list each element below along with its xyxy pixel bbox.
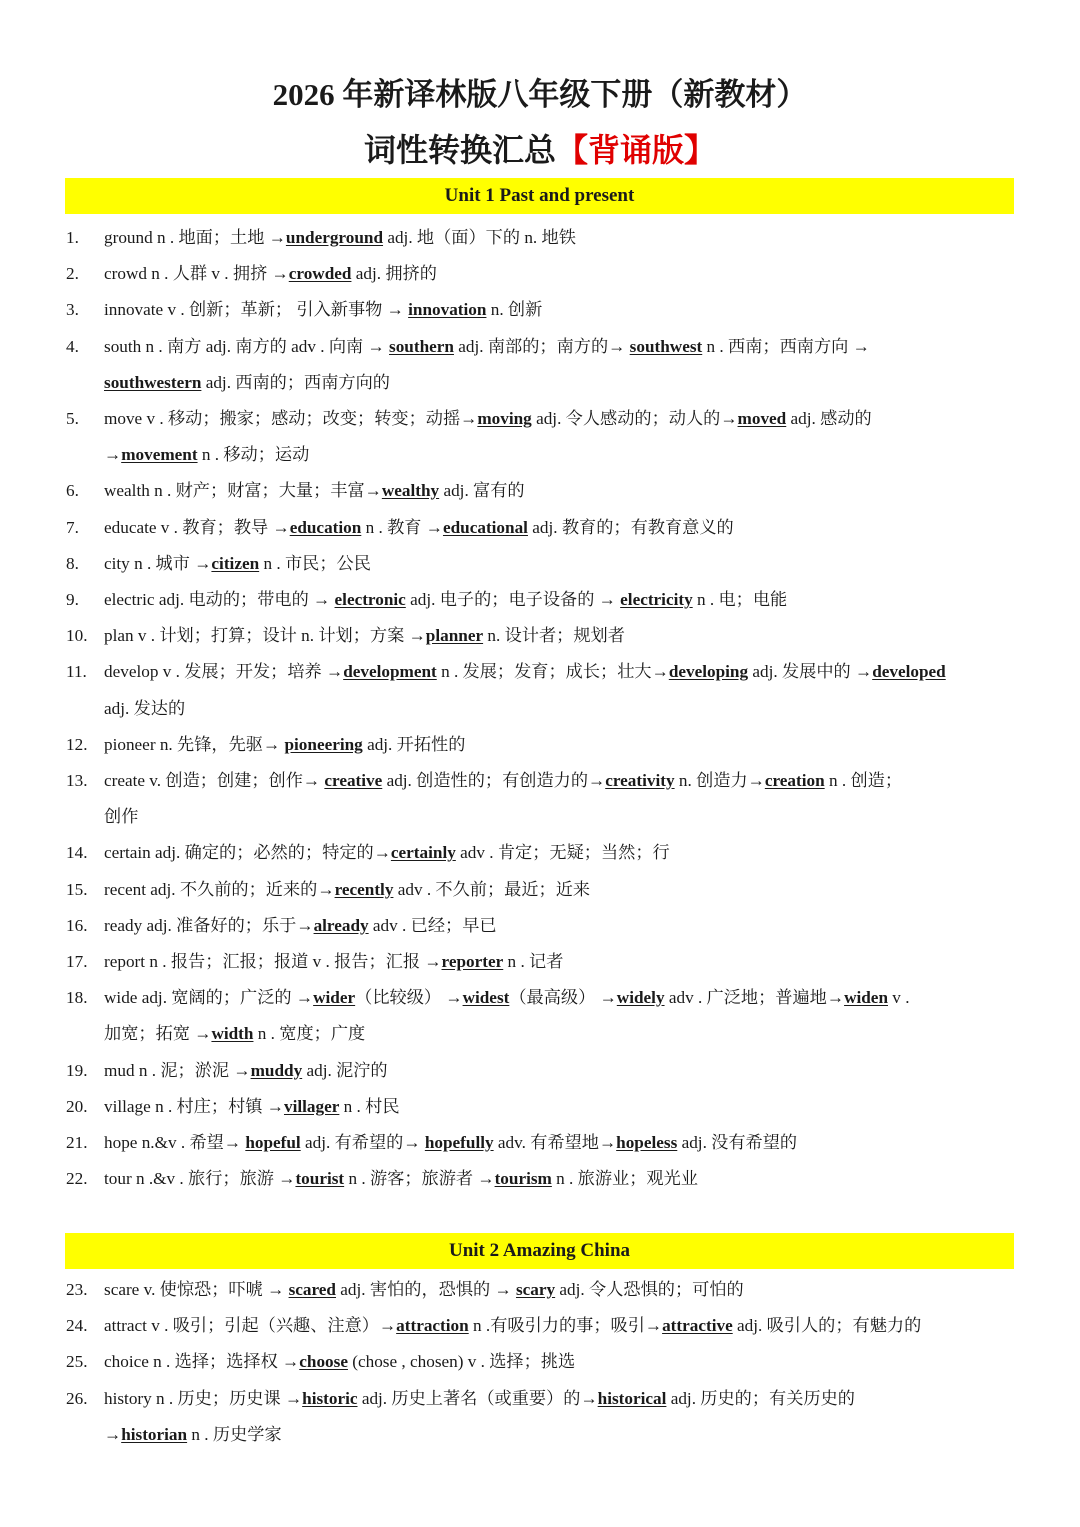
item-number: 8. <box>66 553 79 573</box>
definition-text: n .有吸引力的事；吸引→ <box>468 1316 663 1336</box>
definition-text: adj. 令人恐惧的；可怕的 <box>555 1280 744 1299</box>
list-item <box>66 510 1016 546</box>
definition-text: educate v . 教育；教导 → <box>104 517 290 537</box>
definition-text: n. 创新 <box>486 300 543 320</box>
item-line <box>66 727 1016 763</box>
keyword: tourism <box>494 1169 552 1189</box>
keyword: reporter <box>441 952 504 971</box>
keyword: recently <box>334 879 394 899</box>
item-number: 4. <box>66 336 79 356</box>
definition-text: choice n . 选择；选择权 → <box>104 1352 300 1372</box>
keyword: crowded <box>288 264 352 284</box>
definition-text: adj. 富有的 <box>439 481 525 501</box>
definition-text: adv . 广泛地；普遍地→ <box>664 988 845 1008</box>
definition-text: adj. 地（面）下的 n. 地铁 <box>383 228 576 247</box>
definition-text: certain adj. 确定的；必然的；特定的→ <box>104 843 391 863</box>
definition-text: adj. 教育的；有教育意义的 <box>527 517 734 537</box>
subtitle-highlight: 【背诵版】 <box>556 132 717 168</box>
item-line <box>66 473 1016 509</box>
item-line <box>66 546 1016 582</box>
item-line <box>66 1161 1016 1197</box>
item-line <box>66 365 1016 401</box>
item-line <box>66 908 1016 944</box>
item-line <box>66 1344 1016 1380</box>
definition-text: hope n.&v . 希望→ <box>104 1133 246 1152</box>
item-line <box>66 1053 1016 1089</box>
definition-text: pioneer n. 先锋，先驱→ <box>104 734 285 754</box>
list-item <box>66 1125 1016 1161</box>
item-number: 18. <box>66 988 88 1008</box>
definition-text: adj. 拥挤的 <box>351 264 437 284</box>
keyword: historian <box>121 1424 188 1444</box>
item-line <box>66 1089 1016 1125</box>
item-number: 9. <box>66 590 79 609</box>
item-number: 26. <box>66 1388 88 1408</box>
list-item <box>66 473 1016 509</box>
definition-text: n . 教育 → <box>361 517 443 537</box>
list-item <box>66 401 1016 473</box>
definition-text: adv . 已经；早已 <box>368 915 497 935</box>
list-item <box>66 1381 1016 1453</box>
list-item <box>66 1308 1016 1344</box>
item-number: 1. <box>66 228 79 247</box>
keyword: developing <box>668 662 749 682</box>
definition-text: mud n . 泥；淤泥 → <box>104 1060 251 1080</box>
definition-text: adj. 泥泞的 <box>302 1060 388 1080</box>
list-item <box>66 980 1016 1052</box>
definition-text: wealth n . 财产；财富；大量；丰富→ <box>104 481 382 501</box>
keyword: attraction <box>396 1316 469 1336</box>
definition-text: ready adj. 准备好的；乐于→ <box>104 915 314 935</box>
item-number: 7. <box>66 517 79 537</box>
definition-text: n . 移动；运动 <box>197 445 310 465</box>
definition-text: → <box>104 445 122 465</box>
list-item <box>66 220 1016 256</box>
item-line <box>66 944 1016 980</box>
definition-text: n . 宽度；广度 <box>253 1024 366 1044</box>
item-number: 24. <box>66 1316 88 1336</box>
list-item <box>66 618 1016 654</box>
definition-text: n. 设计者；规划者 <box>483 626 625 646</box>
definition-text: n . 历史学家 <box>187 1424 282 1444</box>
definition-text: adj. 创造性的；有创造力的→ <box>382 771 606 790</box>
list-item <box>66 292 1016 328</box>
list-item <box>66 1053 1016 1089</box>
list-item <box>66 1272 1016 1308</box>
definition-text: v . <box>888 988 910 1008</box>
definition-text: adv . 肯定；无疑；当然；行 <box>455 843 670 863</box>
definition-text: adj. 西南的；西南方向的 <box>201 372 390 392</box>
definition-text: wide adj. 宽阔的；广泛的 → <box>104 988 314 1008</box>
definition-text: adv . 不久前；最近；近来 <box>393 879 591 899</box>
list-item <box>66 908 1016 944</box>
item-number: 3. <box>66 300 79 320</box>
item-line <box>66 582 1016 618</box>
item-line <box>66 980 1016 1016</box>
keyword: hopeful <box>245 1133 301 1152</box>
definition-text: n . 创造； <box>824 771 903 790</box>
keyword: developed <box>872 662 946 682</box>
keyword: hopefully <box>424 1133 494 1152</box>
definition-text: history n . 历史；历史课 → <box>104 1388 303 1408</box>
keyword: creativity <box>605 771 675 790</box>
item-number: 2. <box>66 264 79 284</box>
definition-text: n . 电；电能 <box>692 590 788 609</box>
definition-text: city n . 城市 → <box>104 553 212 573</box>
definition-text: attract v . 吸引；引起（兴趣、注意）→ <box>104 1316 397 1336</box>
definition-text: （最高级） → <box>509 988 617 1008</box>
list-item <box>66 763 1016 835</box>
definition-text: adj. 历史上著名（或重要）的→ <box>357 1388 598 1408</box>
keyword: movement <box>121 445 198 465</box>
keyword: wealthy <box>381 481 440 501</box>
list-item <box>66 872 1016 908</box>
keyword: scary <box>515 1280 556 1299</box>
item-line <box>66 1308 1016 1344</box>
item-line <box>66 510 1016 546</box>
item-number: 15. <box>66 879 88 899</box>
definition-text: n . 发展；发育；成长；壮大→ <box>436 662 669 682</box>
item-number: 14. <box>66 843 88 863</box>
definition-text: adj. 历史的；有关历史的 <box>666 1388 855 1408</box>
keyword: development <box>343 662 437 682</box>
item-number: 6. <box>66 481 79 501</box>
definition-text: create v. 创造；创建；创作→ <box>104 771 325 790</box>
definition-text: （比较级） → <box>355 988 463 1008</box>
list-item <box>66 546 1016 582</box>
keyword: hopeless <box>616 1133 678 1152</box>
keyword: already <box>313 915 369 935</box>
item-number: 13. <box>66 771 88 790</box>
page-title: 2026 年新译林版八年级下册（新教材） <box>272 77 808 112</box>
definition-text: adj. 有希望的→ <box>300 1133 425 1152</box>
list-item <box>66 654 1016 726</box>
item-number: 23. <box>66 1280 88 1299</box>
keyword: widen <box>844 988 888 1008</box>
item-number: 19. <box>66 1060 88 1080</box>
definition-text: 创作 <box>104 807 139 827</box>
definition-text: 加宽；拓宽 → <box>104 1024 212 1044</box>
item-line <box>66 220 1016 256</box>
keyword: underground <box>285 228 384 247</box>
subtitle-main: 词性转换汇总 <box>363 132 556 168</box>
definition-text: recent adj. 不久前的；近来的→ <box>104 879 335 899</box>
unit-heading: Unit 1 Past and present <box>65 178 1014 214</box>
definition-text: adj. 吸引人的；有魅力的 <box>732 1316 922 1336</box>
definition-text: n . 游客；旅游者 → <box>344 1169 495 1189</box>
item-line <box>66 763 1016 799</box>
keyword: educational <box>442 517 528 537</box>
keyword: moving <box>477 409 532 428</box>
item-line <box>66 1417 1016 1453</box>
definition-text: n . 旅游业；观光业 <box>551 1169 698 1189</box>
item-number: 22. <box>66 1169 88 1189</box>
item-number: 5. <box>66 409 79 428</box>
definition-text: n . 村民 <box>339 1096 400 1116</box>
keyword: wider <box>313 988 356 1008</box>
definition-text: scare v. 使惊恐；吓唬 → <box>104 1280 289 1299</box>
item-number: 25. <box>66 1352 88 1372</box>
keyword: width <box>211 1024 254 1044</box>
definition-text: electric adj. 电动的；带电的 → <box>104 590 335 609</box>
keyword: choose <box>299 1352 348 1372</box>
keyword: attractive <box>662 1316 733 1336</box>
item-line <box>66 618 1016 654</box>
item-line <box>66 835 1016 871</box>
keyword: electricity <box>620 590 693 609</box>
definition-text: → <box>104 1424 122 1444</box>
keyword: pioneering <box>284 734 363 754</box>
definition-text: adj. 开拓性的 <box>362 734 466 754</box>
list-item <box>66 329 1016 401</box>
list-item <box>66 727 1016 763</box>
definition-text: south n . 南方 adj. 南方的 adv . 向南 → <box>104 336 390 356</box>
item-number: 12. <box>66 734 88 754</box>
item-number: 10. <box>66 626 88 646</box>
list-item <box>66 582 1016 618</box>
list-item <box>66 944 1016 980</box>
keyword: certainly <box>390 843 456 863</box>
definition-text: adj. 发展中的 → <box>748 662 873 682</box>
definition-text: n. 创造力→ <box>674 771 765 790</box>
keyword: widest <box>462 988 510 1008</box>
item-line <box>66 401 1016 437</box>
list-item <box>66 256 1016 292</box>
item-line <box>66 691 1016 727</box>
item-line <box>66 292 1016 328</box>
definition-text: n . 记者 <box>503 952 564 971</box>
keyword: southwest <box>629 336 703 356</box>
keyword: education <box>289 517 362 537</box>
keyword: widely <box>616 988 665 1008</box>
item-number: 20. <box>66 1096 88 1116</box>
item-number: 17. <box>66 952 88 971</box>
keyword: villager <box>283 1096 340 1116</box>
keyword: moved <box>737 409 787 428</box>
item-line <box>66 329 1016 365</box>
item-line <box>66 1125 1016 1161</box>
keyword: southern <box>389 336 454 356</box>
definition-text: adv. 有希望地→ <box>493 1133 617 1152</box>
definition-text: report n . 报告；汇报；报道 v . 报告；汇报 → <box>104 952 442 971</box>
keyword: electronic <box>334 590 406 609</box>
definition-text: adj. 令人感动的；动人的→ <box>531 409 738 428</box>
definition-text: tour n .&v . 旅行；旅游 → <box>104 1169 296 1189</box>
list-item <box>66 835 1016 871</box>
keyword: tourist <box>295 1169 345 1189</box>
keyword: historical <box>597 1388 667 1408</box>
definition-text: (chose , chosen) v . 选择；挑选 <box>347 1352 576 1372</box>
keyword: creative <box>324 771 383 790</box>
page-subtitle <box>0 127 1080 173</box>
definition-text: village n . 村庄；村镇 → <box>104 1096 284 1116</box>
item-line <box>66 1016 1016 1052</box>
definition-text: crowd n . 人群 v . 拥挤 → <box>104 264 289 284</box>
keyword: citizen <box>211 553 260 573</box>
keyword: innovation <box>408 300 487 320</box>
definition-text: adj. 没有希望的 <box>677 1133 798 1152</box>
definition-text: n . 市民；公民 <box>259 553 371 573</box>
list-item <box>66 1161 1016 1197</box>
definition-text: move v . 移动；搬家；感动；改变；转变；动摇→ <box>104 409 478 428</box>
keyword: historic <box>302 1388 358 1408</box>
keyword: muddy <box>250 1060 303 1080</box>
item-line <box>66 872 1016 908</box>
keyword: creation <box>764 771 825 790</box>
definition-text: develop v . 发展；开发；培养 → <box>104 662 344 682</box>
list-item <box>66 1344 1016 1380</box>
definition-text: ground n . 地面；土地 → <box>104 228 286 247</box>
item-line <box>66 437 1016 473</box>
definition-text: adj. 感动的 <box>786 409 872 428</box>
definition-text: innovate v . 创新；革新； 引入新事物 → <box>104 300 409 320</box>
definition-text: adj. 害怕的，恐惧的 → <box>336 1280 516 1299</box>
list-item <box>66 1089 1016 1125</box>
item-line <box>66 1272 1016 1308</box>
keyword: planner <box>425 626 484 646</box>
item-line <box>66 654 1016 690</box>
definition-text: adj. 电子的；电子设备的 → <box>405 590 621 609</box>
unit-heading: Unit 2 Amazing China <box>65 1233 1014 1269</box>
item-number: 16. <box>66 915 88 935</box>
item-line <box>66 256 1016 292</box>
item-line <box>66 799 1016 835</box>
definition-text: adj. 南部的；南方的→ <box>453 336 630 356</box>
item-line <box>66 1381 1016 1417</box>
definition-text: n . 西南；西南方向 → <box>702 336 870 356</box>
definition-text: plan v . 计划；打算；设计 n. 计划；方案 → <box>104 626 426 646</box>
definition-text: adj. 发达的 <box>104 698 186 718</box>
keyword: southwestern <box>104 372 202 392</box>
keyword: scared <box>288 1280 336 1299</box>
item-number: 21. <box>66 1133 88 1152</box>
item-number: 11. <box>66 662 87 682</box>
